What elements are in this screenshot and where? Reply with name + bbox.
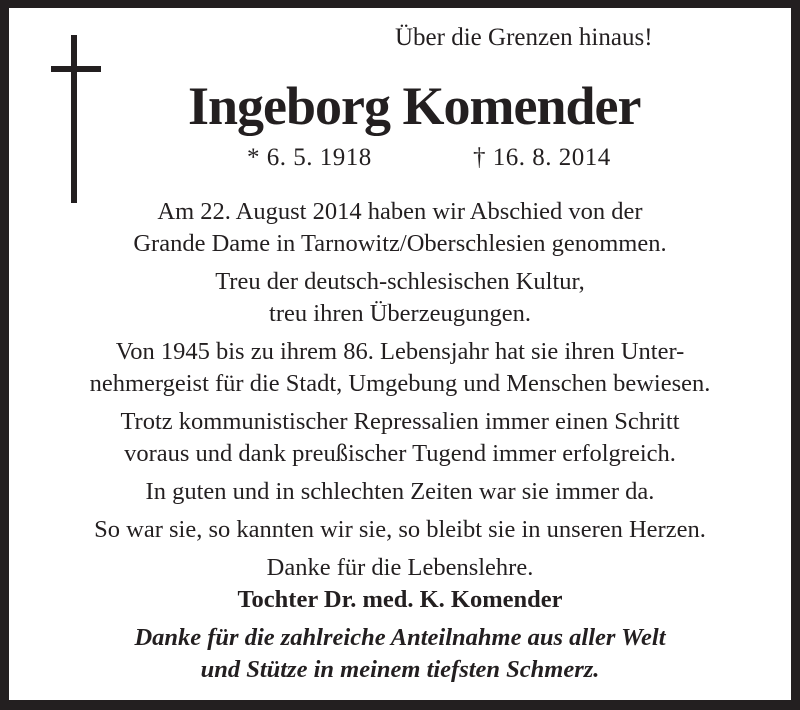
text-line: Grande Dame in Tarnowitz/Oberschlesien genommen. (133, 230, 667, 257)
text-line: voraus und dank preußischer Tugend immer erfolgreich. (124, 440, 676, 467)
motto: Über die Grenzen hinaus! (395, 24, 653, 51)
text-line: Danke für die Lebenslehre. (266, 554, 534, 581)
birth-date: * 6. 5. 1918 (247, 144, 372, 171)
death-date: † 16. 8. 2014 (473, 144, 611, 171)
paragraph-culture (9, 266, 791, 330)
deceased-name: Ingeborg Komender (188, 76, 641, 136)
text-line: Treu der deutsch-schlesischen Kultur, (215, 268, 585, 295)
obituary-body (9, 196, 791, 692)
text-line: Am 22. August 2014 haben wir Abschied von der (157, 198, 643, 225)
paragraph-virtue (9, 406, 791, 470)
cross-vertical-bar (71, 35, 77, 203)
cross-horizontal-bar (51, 66, 101, 72)
text-line: Trotz kommunistischer Repressalien immer einen Schritt (120, 408, 680, 435)
text-line: Danke für die zahlreiche Anteilnahme aus aller Welt (134, 624, 666, 651)
paragraph-entrepreneur (9, 336, 791, 400)
text-line: Von 1945 bis zu ihrem 86. Lebensjahr hat sie ihren Unter- (115, 338, 685, 365)
text-line: In guten und in schlechten Zeiten war sie immer da. (145, 478, 655, 505)
paragraph-farewell (9, 196, 791, 260)
text-line: treu ihren Überzeugungen. (269, 300, 531, 327)
text-line: So war sie, so kannten wir sie, so bleibt sie in unseren Herzen. (94, 516, 706, 543)
text-line: und Stütze in meinem tiefsten Schmerz. (200, 656, 600, 683)
paragraph-always-there (9, 476, 791, 508)
signature (9, 584, 791, 616)
closing-thanks (9, 622, 791, 686)
paragraph-hearts (9, 514, 791, 546)
thanks-line (9, 552, 791, 584)
text-line: nehmergeist für die Stadt, Umgebung und Menschen bewiesen. (89, 370, 711, 397)
text-line: Tochter Dr. med. K. Komender (237, 586, 563, 613)
